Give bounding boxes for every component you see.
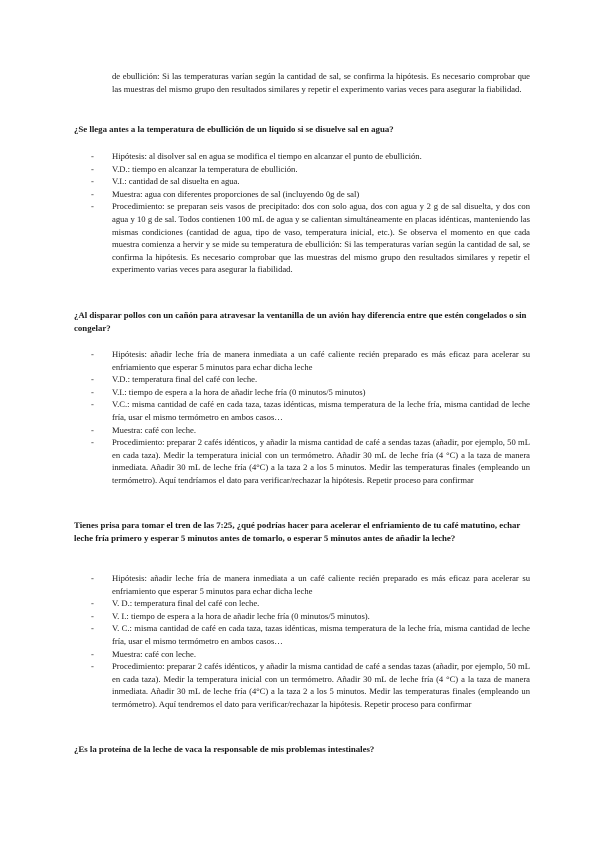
- dash-icon: -: [91, 349, 94, 359]
- list-item: [0, 373, 530, 386]
- section-chicken-cannon: [0, 309, 600, 335]
- list-item: [0, 572, 530, 597]
- section-train-coffee-list: [0, 572, 600, 711]
- section-chicken-cannon-list: [0, 348, 600, 487]
- list-item-text: V.D.: temperatura final del café con leche.: [112, 374, 258, 385]
- dash-icon: -: [91, 188, 94, 199]
- dash-icon: -: [91, 424, 94, 435]
- list-item: [0, 348, 530, 373]
- list-item-text: Hipótesis: añadir leche fría de manera inmediata a un café caliente recién preparado es más eficaz para acelerar su enfriamiento que esperar 5 minutos para echar dicha leche: [112, 349, 530, 372]
- question-heading: ¿Es la proteína de la leche de vaca la responsable de mis problemas intestinales?: [74, 744, 375, 754]
- list-item: [0, 597, 530, 610]
- intro-paragraph: de ebullición: Si las temperaturas varían según la cantidad de sal, se confirma la hipótesis. Es necesario comprobar que las muestras del mismo grupo den resultados similares y repetir el experimento varias veces para asegurar la fiabilidad.: [112, 71, 530, 94]
- dash-icon: -: [91, 623, 94, 634]
- list-item-text: Hipótesis: añadir leche fría de manera inmediata a un café caliente recién preparado es más eficaz para acelerar su enfriamiento que esperar 5 minutos para echar dicha leche: [112, 573, 530, 596]
- list-item: [0, 424, 530, 437]
- list-item: [0, 150, 530, 163]
- dash-icon: -: [91, 437, 94, 448]
- intro-block: [0, 70, 600, 95]
- dash-icon: -: [91, 610, 94, 621]
- dash-icon: -: [91, 163, 94, 174]
- section-cow-milk-protein: [0, 743, 600, 756]
- list-item-text: V.D.: tiempo en alcanzar la temperatura de ebullición.: [112, 163, 298, 174]
- list-item-text: Procedimiento: preparar 2 cafés idénticos, y añadir la misma cantidad de café a sendas tazas (añadir, por ejemplo, 50 mL en cada taza). Medir la temperatura inicial con un termómetro. Añadir 30 mL de leche fría (4 °C) a la taza de manera inmediata. Añadir 30 mL de leche fría (4°C) a la taza 2 a los 5 minutos. Medir las temperaturas finales (empleando un termómetro). Aquí tendremos el dato para verificar/rechazar la hipótesis. Repetir proceso para confirmar: [112, 661, 530, 709]
- list-item-text: V. I.: tiempo de espera a la hora de añadir leche fría (0 minutos/5 minutos).: [112, 610, 370, 621]
- list-item-text: V.C.: misma cantidad de café en cada taza, tazas idénticas, misma temperatura de la leche fría, misma cantidad de leche fría, usar el mismo termómetro en ambos casos…: [112, 399, 530, 422]
- bullet-list: [0, 348, 600, 487]
- list-item-text: Procedimiento: se preparan seis vasos de precipitado: dos con solo agua, dos con agua y 2 g de sal disuelta, y dos con agua y 10 g de sal. Todos contienen 100 mL de agua y se calientan simultáneamente en placas idénticas, manteniendo las mismas condiciones (cantidad de agua, tipo de vaso, temperatura inicial, etc.). Se observa el momento en que cada muestra comienza a hervir y se mide su temperatura de ebullición: Si las temperaturas varían según la cantidad de sal, se confirma la hipótesis. Es necesario comprobar que las muestras del mismo grupo den resultados similares y repetir el experimento varias veces para asegurar la fiabilidad.: [112, 201, 530, 275]
- dash-icon: -: [91, 573, 94, 583]
- list-item: [0, 398, 530, 423]
- section-salt-boiling-list: [0, 150, 600, 276]
- list-item-text: Muestra: café con leche.: [112, 648, 196, 659]
- list-item: [0, 386, 530, 399]
- list-item-text: V. C.: misma cantidad de café en cada taza, tazas idénticas, misma temperatura de la leche fría, misma cantidad de leche fría, usar el mismo termómetro en ambos casos…: [112, 623, 530, 646]
- list-item-text: Muestra: café con leche.: [112, 424, 196, 435]
- list-item-text: Hipótesis: al disolver sal en agua se modifica el tiempo en alcanzar el punto de ebullición.: [112, 151, 422, 161]
- dash-icon: -: [91, 598, 94, 609]
- list-item: [0, 163, 530, 176]
- list-item-text: V.I.: cantidad de sal disuelta en agua.: [112, 176, 240, 187]
- question-heading: ¿Al disparar pollos con un cañón para atravesar la ventanilla de un avión hay diferencia entre que estén congelados o sin congelar?: [74, 310, 527, 333]
- list-item: [0, 200, 530, 276]
- dash-icon: -: [91, 648, 94, 659]
- list-item-text: Muestra: agua con diferentes proporciones de sal (incluyendo 0g de sal): [112, 188, 360, 199]
- bullet-list: [0, 572, 600, 711]
- list-item-text: Procedimiento: preparar 2 cafés idénticos, y añadir la misma cantidad de café a sendas tazas (añadir, por ejemplo, 50 mL en cada taza). Medir la temperatura inicial con un termómetro. Añadir 30 mL de leche fría (4 °C) a la taza de manera inmediata. Añadir 30 mL de leche fría (4°C) a la taza 2 a los 5 minutos. Medir las temperaturas finales (empleando un termómetro). Aquí tendríamos el dato para verificar/rechazar la hipótesis. Repetir proceso para confirmar: [112, 437, 530, 485]
- list-item: [0, 436, 530, 486]
- list-item: [0, 648, 530, 661]
- question-heading: ¿Se llega antes a la temperatura de ebullición de un líquido si se disuelve sal en agua?: [74, 124, 394, 134]
- list-item: [0, 175, 530, 188]
- section-train-coffee: [0, 519, 600, 545]
- dash-icon: -: [91, 374, 94, 385]
- dash-icon: -: [91, 201, 94, 212]
- dash-icon: -: [91, 399, 94, 410]
- list-item: [0, 622, 530, 647]
- bullet-list: [0, 150, 600, 276]
- dash-icon: -: [91, 151, 94, 161]
- list-item-text: V. D.: temperatura final del café con leche.: [112, 598, 260, 609]
- dash-icon: -: [91, 386, 94, 397]
- dash-icon: -: [91, 661, 94, 672]
- section-salt-boiling: [0, 123, 600, 136]
- dash-icon: -: [91, 176, 94, 187]
- list-item: [0, 610, 530, 623]
- list-item-text: V.I.: tiempo de espera a la hora de añadir leche fría (0 minutos/5 minutos): [112, 386, 366, 397]
- question-heading: Tienes prisa para tomar el tren de las 7:25, ¿qué podrías hacer para acelerar el enfriamiento de tu café matutino, echar leche fría primero y esperar 5 minutos antes de tomarlo, o esperar 5 minutos antes de añadir la leche?: [74, 520, 521, 543]
- list-item: [0, 660, 530, 710]
- list-item: [0, 188, 530, 201]
